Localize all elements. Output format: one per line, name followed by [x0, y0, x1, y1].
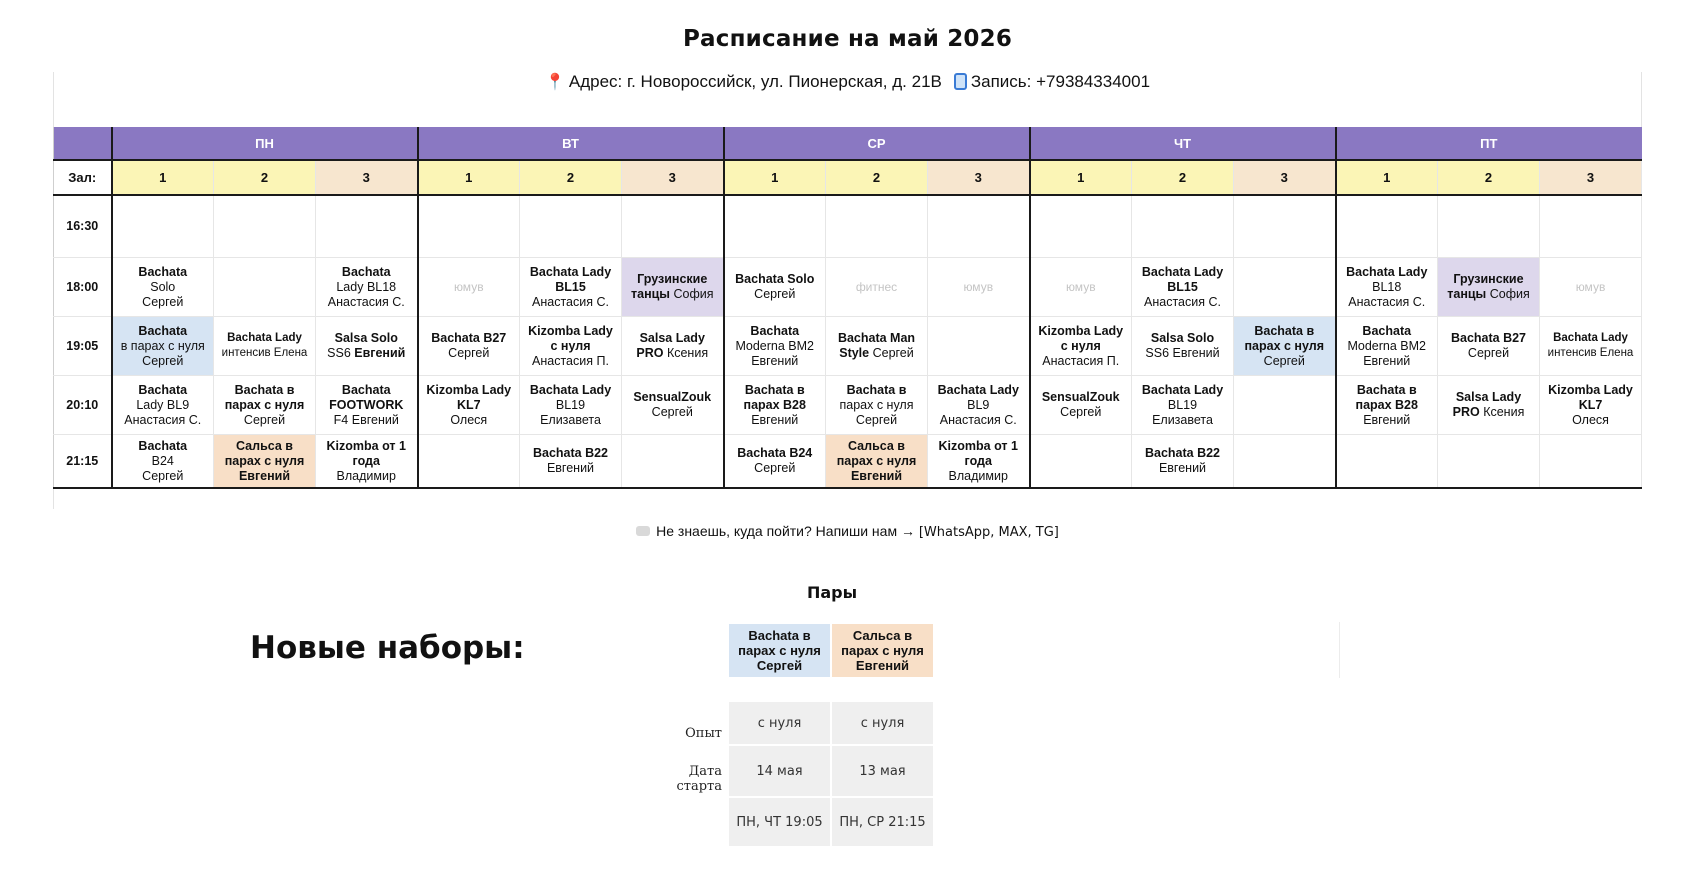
class-name: юмув — [1575, 279, 1606, 294]
class-cell — [724, 258, 826, 317]
class-detail: с нуля — [1060, 338, 1101, 353]
class-detail: парах с нуля — [224, 453, 305, 468]
class-cell — [112, 258, 214, 317]
class-detail: BL19 — [555, 397, 586, 412]
class-teacher: Сергей — [142, 294, 184, 309]
class-cell — [316, 435, 418, 489]
class-name: Bachata Lady — [937, 382, 1019, 397]
start-label — [600, 764, 722, 794]
empty-cell — [1030, 195, 1132, 258]
class-name: Bachata Lady — [1346, 264, 1428, 279]
class-name: юмув — [963, 279, 994, 294]
class-name: Bachata — [750, 323, 800, 338]
class-teacher: Евгений — [238, 468, 291, 483]
class-teacher: Елизавета — [1152, 412, 1213, 427]
class-teacher: SS6 Евгений — [327, 346, 406, 360]
class-cell — [1540, 317, 1642, 376]
class-name: Salsa Lady — [639, 331, 705, 345]
class-name: Bachata в — [1356, 382, 1417, 397]
address-text: Адрес: г. Новороссийск, ул. Пионерская, д. 21В — [568, 72, 942, 91]
class-teacher: Олеся — [450, 412, 488, 427]
class-cell — [1234, 317, 1336, 376]
class-cell — [214, 435, 316, 489]
class-name: юмув — [1065, 279, 1096, 294]
class-name: Сальса в — [848, 438, 905, 453]
group-line: Bachata в — [748, 628, 811, 643]
class-detail: FOOTWORK — [329, 397, 404, 412]
class-cell — [1030, 317, 1132, 376]
class-teacher: Евгений — [1363, 353, 1411, 368]
empty-cell — [1336, 435, 1438, 489]
messenger-links[interactable]: [WhatsApp, MAX, TG] — [918, 525, 1059, 540]
class-cell — [214, 317, 316, 376]
empty-cell — [1540, 435, 1642, 489]
pairs-title: Пары — [806, 583, 858, 602]
empty-cell — [418, 195, 520, 258]
day-header: СР — [724, 127, 1030, 160]
class-teacher: Анастасия С. — [124, 412, 202, 427]
empty-cell — [1540, 195, 1642, 258]
class-teacher: танцы София — [631, 287, 714, 301]
class-detail: парах с нуля — [836, 453, 917, 468]
class-cell — [1336, 258, 1438, 317]
hall-number: 2 — [1438, 160, 1540, 195]
empty-cell — [1438, 435, 1540, 489]
class-cell — [1336, 317, 1438, 376]
class-teacher: Анастасия С. — [1144, 294, 1221, 309]
time-label: 16:30 — [54, 195, 112, 258]
class-name: Salsa Solo — [334, 331, 398, 345]
class-name: Bachata Lady — [529, 264, 612, 279]
class-detail: KL7 — [456, 397, 481, 412]
hall-number: 1 — [1030, 160, 1132, 195]
group-teacher: Евгений — [855, 658, 910, 673]
hall-number: 2 — [1132, 160, 1234, 195]
class-cell — [214, 376, 316, 435]
hall-number: 2 — [826, 160, 928, 195]
class-cell — [520, 258, 622, 317]
class-teacher: Сергей — [1467, 346, 1510, 360]
class-teacher: Сергей — [754, 461, 796, 475]
class-name: Bachata Lady — [1553, 332, 1628, 344]
class-name: Bachata Lady — [1141, 382, 1224, 397]
class-name: Bachata в — [846, 382, 907, 397]
class-name: Bachata Man — [837, 331, 916, 345]
empty-cell — [418, 435, 520, 489]
class-cell — [724, 376, 826, 435]
class-detail: B24 — [151, 453, 174, 468]
class-cell — [928, 258, 1030, 317]
class-teacher: Сергей — [243, 412, 286, 427]
class-cell — [418, 258, 520, 317]
class-name: Bachata — [1362, 323, 1412, 338]
class-name: Salsa Solo — [1150, 331, 1215, 345]
class-name: Bachata — [341, 264, 391, 279]
class-teacher: Анастасия С. — [327, 294, 405, 309]
group-level: с нуля — [832, 702, 933, 744]
empty-cell — [622, 435, 724, 489]
class-name: Грузинские — [1453, 272, 1524, 286]
class-cell — [1540, 258, 1642, 317]
contact-hint — [0, 523, 1695, 540]
class-teacher: Евгений — [850, 468, 903, 483]
hall-number: 3 — [622, 160, 724, 195]
class-name: Kizomba Lady — [426, 382, 512, 397]
time-slot-row — [54, 376, 1642, 435]
class-cell — [826, 376, 928, 435]
class-cell — [1132, 435, 1234, 489]
time-slot-row — [54, 258, 1642, 317]
class-name: Bachata Lady — [1141, 264, 1224, 279]
class-detail: Solo — [150, 279, 176, 294]
group-line: Сальса в — [852, 628, 913, 643]
empty-cell — [1234, 195, 1336, 258]
group-teacher: Сергей — [756, 658, 803, 673]
class-cell — [418, 317, 520, 376]
class-detail: года — [352, 453, 380, 468]
class-teacher: Евгений — [751, 412, 799, 427]
group-days: ПН, ЧТ 19:05 — [729, 798, 830, 846]
class-cell — [520, 376, 622, 435]
class-detail: парах с нуля — [1244, 338, 1324, 353]
class-name: Bachata B27 — [431, 331, 507, 345]
class-name: SensualZouk — [1041, 390, 1120, 404]
empty-cell — [1030, 435, 1132, 489]
class-teacher: интенсив Елена — [1547, 347, 1634, 359]
empty-cell — [928, 195, 1030, 258]
mobile-phone-icon — [954, 73, 967, 90]
class-detail: BL15 — [555, 279, 586, 294]
time-label: 18:00 — [54, 258, 112, 317]
empty-cell — [1234, 258, 1336, 317]
class-teacher: Владимир — [948, 468, 1008, 483]
class-teacher: Сергей — [142, 353, 184, 368]
empty-cell — [1336, 195, 1438, 258]
class-name: Salsa Lady — [1455, 390, 1522, 404]
class-detail: BL18 — [1372, 279, 1402, 294]
hall-number: 3 — [1234, 160, 1336, 195]
class-teacher: PRO Ксения — [1452, 405, 1525, 419]
hall-number: 1 — [112, 160, 214, 195]
hall-number: 1 — [418, 160, 520, 195]
class-name: Bachata в — [744, 382, 805, 397]
speech-balloon-icon — [636, 526, 650, 536]
empty-cell — [826, 195, 928, 258]
class-teacher: PRO Ксения — [636, 346, 709, 360]
class-teacher: Анастасия П. — [532, 353, 609, 368]
class-detail: Moderna BM2 — [1347, 338, 1426, 353]
empty-cell — [1234, 435, 1336, 489]
class-cell — [112, 317, 214, 376]
booking-phone[interactable]: Запись: +79384334001 — [970, 72, 1151, 91]
class-name: фитнес — [855, 279, 898, 294]
class-name: Bachata — [138, 438, 188, 453]
empty-cell — [1132, 195, 1234, 258]
group-start-date: 13 мая — [832, 746, 933, 796]
class-detail: Moderna BM2 — [735, 338, 814, 353]
class-name: Bachata — [138, 382, 188, 397]
round-pushpin-icon: 📍 — [544, 74, 565, 91]
empty-cell — [214, 258, 316, 317]
class-name: Kizomba от 1 — [326, 438, 406, 453]
class-teacher: Сергей — [855, 412, 898, 427]
hall-number: 1 — [1336, 160, 1438, 195]
empty-cell — [928, 317, 1030, 376]
group-start-date: 14 мая — [729, 746, 830, 796]
start-label-line: старта — [676, 779, 722, 794]
class-cell — [316, 317, 418, 376]
class-cell — [1030, 376, 1132, 435]
empty-cell — [520, 195, 622, 258]
schedule-table — [53, 127, 1642, 489]
group-line: парах с нуля — [738, 643, 821, 658]
class-cell — [826, 435, 928, 489]
class-cell — [622, 376, 724, 435]
class-cell — [1438, 258, 1540, 317]
class-teacher: Владимир — [336, 468, 396, 483]
class-name: SensualZouk — [633, 390, 712, 404]
start-label-line: Дата — [688, 764, 722, 779]
class-name: Грузинские — [637, 272, 708, 286]
time-slot-row — [54, 195, 1642, 258]
class-teacher: Елизавета — [540, 412, 601, 427]
pairs-group-bachata — [729, 624, 830, 677]
class-cell — [316, 258, 418, 317]
class-cell — [1132, 317, 1234, 376]
class-teacher: SS6 Евгений — [1145, 346, 1220, 360]
class-cell — [928, 435, 1030, 489]
hall-number: 3 — [1540, 160, 1642, 195]
class-cell — [112, 376, 214, 435]
class-cell — [826, 317, 928, 376]
group-days: ПН, СР 21:15 — [832, 798, 933, 846]
class-teacher: Сергей — [1263, 353, 1305, 368]
day-header: ВТ — [418, 127, 724, 160]
empty-cell — [724, 195, 826, 258]
class-teacher: интенсив Елена — [221, 347, 308, 359]
class-name: Bachata — [341, 382, 391, 397]
class-detail: Lady BL9 — [136, 397, 190, 412]
class-teacher: Евгений — [546, 461, 595, 475]
class-teacher: F4 Евгений — [333, 412, 399, 427]
group-line: парах с нуля — [841, 643, 924, 658]
hall-number: 2 — [520, 160, 622, 195]
class-name: Bachata Solo — [735, 272, 815, 286]
class-name: Bachata B24 — [737, 446, 813, 460]
class-teacher: танцы София — [1447, 287, 1530, 301]
class-teacher: Евгений — [1158, 461, 1207, 475]
time-slot-row — [54, 317, 1642, 376]
day-header: ЧТ — [1030, 127, 1336, 160]
day-header: ПН — [112, 127, 418, 160]
class-cell — [826, 258, 928, 317]
class-teacher: Анастасия С. — [532, 294, 609, 309]
class-name: Сальса в — [236, 438, 293, 453]
empty-cell — [1234, 376, 1336, 435]
class-cell — [1336, 376, 1438, 435]
class-cell — [622, 317, 724, 376]
level-label: Опыт — [685, 726, 722, 741]
class-cell — [520, 317, 622, 376]
address-line — [0, 72, 1695, 92]
group-level: с нуля — [729, 702, 830, 744]
day-header: ПТ — [1336, 127, 1642, 160]
class-detail: парах B28 — [743, 397, 806, 412]
class-cell — [724, 317, 826, 376]
hall-number: 3 — [928, 160, 1030, 195]
class-cell — [928, 376, 1030, 435]
class-name: Bachata в — [234, 382, 295, 397]
class-name: Bachata B22 — [532, 446, 609, 460]
class-cell — [112, 435, 214, 489]
class-detail: в парах с нуля — [120, 338, 205, 353]
class-teacher: Сергей — [1060, 405, 1102, 419]
class-name: Bachata — [138, 264, 188, 279]
class-cell — [1030, 258, 1132, 317]
page-title: Расписание на май 2026 — [682, 26, 1013, 52]
class-name: Bachata в — [1254, 323, 1315, 338]
class-teacher: Style Сергей — [839, 346, 914, 360]
class-cell — [520, 435, 622, 489]
class-name: Kizomba Lady — [1548, 382, 1633, 397]
hall-number: 3 — [316, 160, 418, 195]
class-detail: парах B28 — [1355, 397, 1418, 412]
class-detail: KL7 — [1578, 397, 1603, 412]
class-name: Bachata Lady — [529, 382, 612, 397]
class-name: Bachata B27 — [1450, 331, 1527, 345]
class-cell — [1438, 317, 1540, 376]
class-cell — [622, 258, 724, 317]
class-detail: BL19 — [1167, 397, 1198, 412]
class-detail: года — [964, 453, 992, 468]
class-name: Kizomba Lady — [1038, 323, 1124, 338]
class-teacher: Евгений — [1363, 412, 1411, 427]
hall-label: Зал: — [54, 160, 112, 195]
divider — [1339, 622, 1340, 678]
empty-cell — [622, 195, 724, 258]
class-cell — [1540, 376, 1642, 435]
hall-number: 1 — [724, 160, 826, 195]
class-name: Bachata B22 — [1144, 446, 1221, 460]
class-detail: BL9 — [967, 397, 990, 412]
time-label: 19:05 — [54, 317, 112, 376]
class-detail: с нуля — [550, 338, 591, 353]
class-teacher: Анастасия С. — [939, 412, 1017, 427]
class-name: юмув — [453, 279, 484, 294]
class-cell — [724, 435, 826, 489]
empty-cell — [316, 195, 418, 258]
time-label: 21:15 — [54, 435, 112, 489]
empty-cell — [1438, 195, 1540, 258]
class-teacher: Сергей — [448, 346, 490, 360]
class-name: Kizomba Lady — [528, 323, 613, 338]
class-cell — [418, 376, 520, 435]
hall-number: 2 — [214, 160, 316, 195]
empty-cell — [214, 195, 316, 258]
corner-cell — [54, 127, 112, 160]
class-name: Bachata Lady — [227, 332, 302, 344]
class-cell — [1132, 376, 1234, 435]
hint-text: Не знаешь, куда пойти? Напиши нам → — [656, 523, 915, 539]
sheet-right-edge — [1641, 72, 1642, 127]
day-header-row — [54, 127, 1642, 160]
class-cell — [1438, 376, 1540, 435]
empty-cell — [112, 195, 214, 258]
class-detail: Lady BL18 — [336, 279, 397, 294]
time-label: 20:10 — [54, 376, 112, 435]
class-teacher: Сергей — [651, 405, 693, 419]
class-detail: BL15 — [1167, 279, 1198, 294]
class-teacher: Сергей — [142, 468, 184, 483]
class-teacher: Евгений — [751, 353, 799, 368]
class-name: Kizomba от 1 — [938, 438, 1018, 453]
hall-header-row — [54, 160, 1642, 195]
class-detail: парах с нуля — [224, 397, 305, 412]
pairs-group-salsa — [832, 624, 933, 677]
class-teacher: Олеся — [1572, 412, 1609, 427]
new-sets-heading: Новые наборы: — [250, 630, 525, 666]
class-cell — [316, 376, 418, 435]
time-slot-row — [54, 435, 1642, 489]
class-name: Bachata — [138, 323, 188, 338]
class-teacher: Анастасия П. — [1042, 353, 1120, 368]
class-detail: парах с нуля — [839, 397, 914, 412]
class-teacher: Анастасия С. — [1348, 294, 1426, 309]
class-teacher: Сергей — [754, 287, 796, 301]
class-cell — [1132, 258, 1234, 317]
